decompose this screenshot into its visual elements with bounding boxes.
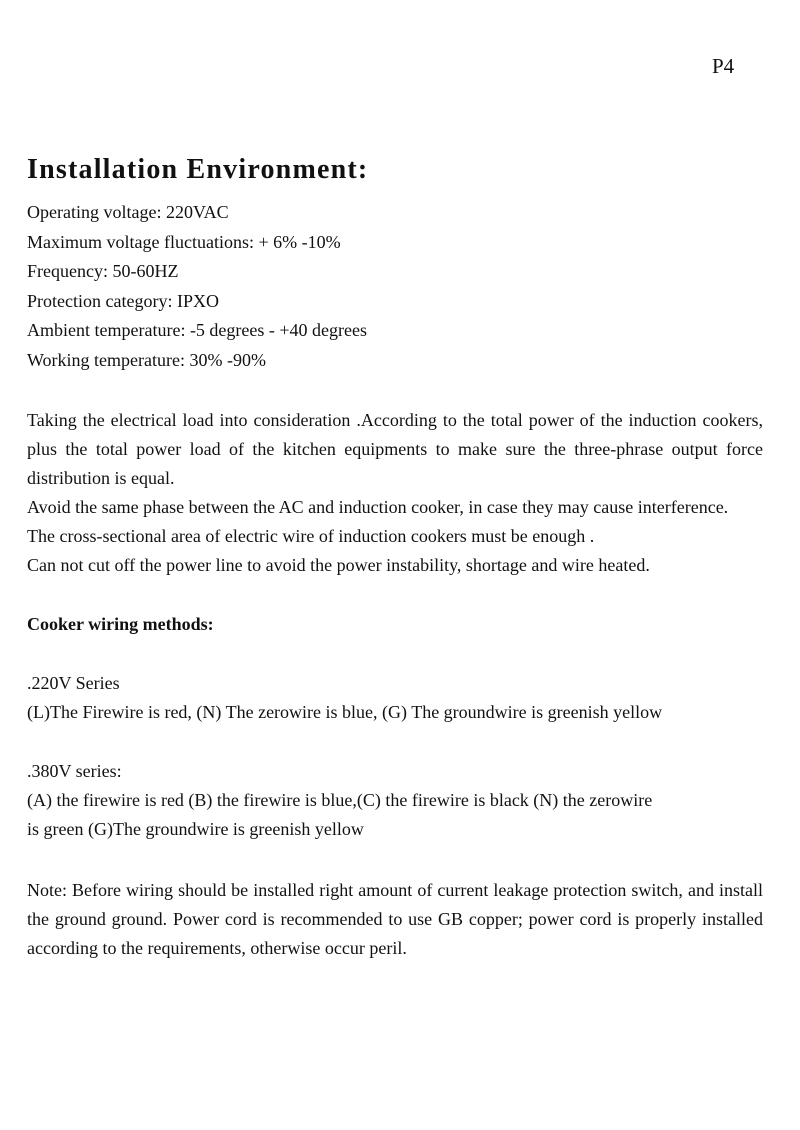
spec-operating-voltage: Operating voltage: 220VAC (27, 202, 229, 222)
spec-voltage-fluctuations: Maximum voltage fluctuations: + 6% -10% (27, 231, 341, 252)
phase-paragraph: Avoid the same phase between the AC and induction cooker, in case they may cause interference. (27, 496, 729, 517)
series-380-block (27, 757, 763, 844)
power-line-paragraph: Can not cut off the power line to avoid the power instability, shortage and wire heated. (27, 554, 650, 575)
page-number: P4 (712, 54, 735, 78)
spec-ambient-temperature: Ambient temperature: -5 degrees - +40 degrees (27, 320, 368, 341)
spec-frequency: Frequency: 50-60HZ (27, 261, 179, 282)
document-body (27, 152, 763, 963)
electrical-load-section (27, 406, 763, 580)
series-220-description: (L)The Firewire is red, (N) The zerowire is blue, (G) The groundwire is greenish yellow (27, 701, 663, 722)
wiring-note: Note: Before wiring should be installed right amount of current leakage protection switch, and install the ground ground. Power cord is recommended to use GB copper; power cord is properly installed according to the requirements, otherwise occur peril. (27, 879, 763, 958)
spec-list (27, 198, 763, 376)
spec-working-temperature: Working temperature: 30% -90% (27, 349, 266, 370)
page-title: Installation Environment: (27, 154, 369, 185)
spec-protection-category: Protection category: IPXO (27, 290, 219, 311)
cross-section-paragraph: The cross-sectional area of electric wire of induction cookers must be enough . (27, 525, 595, 546)
series-220-block (27, 669, 763, 727)
series-380-title: .380V series: (27, 760, 122, 781)
series-380-description-line-1: (A) the firewire is red (B) the firewire is blue,(C) the firewire is black (N) the zerowire (27, 789, 653, 810)
load-paragraph: Taking the electrical load into consideration .According to the total power of the induction cookers, plus the total power load of the kitchen equipments to make sure the three-phrase output force distribution is equal. (27, 409, 763, 488)
series-380-description-line-2: is green (G)The groundwire is greenish yellow (27, 818, 364, 839)
wiring-methods-heading: Cooker wiring methods: (27, 613, 214, 634)
series-220-title: .220V Series (27, 672, 120, 693)
